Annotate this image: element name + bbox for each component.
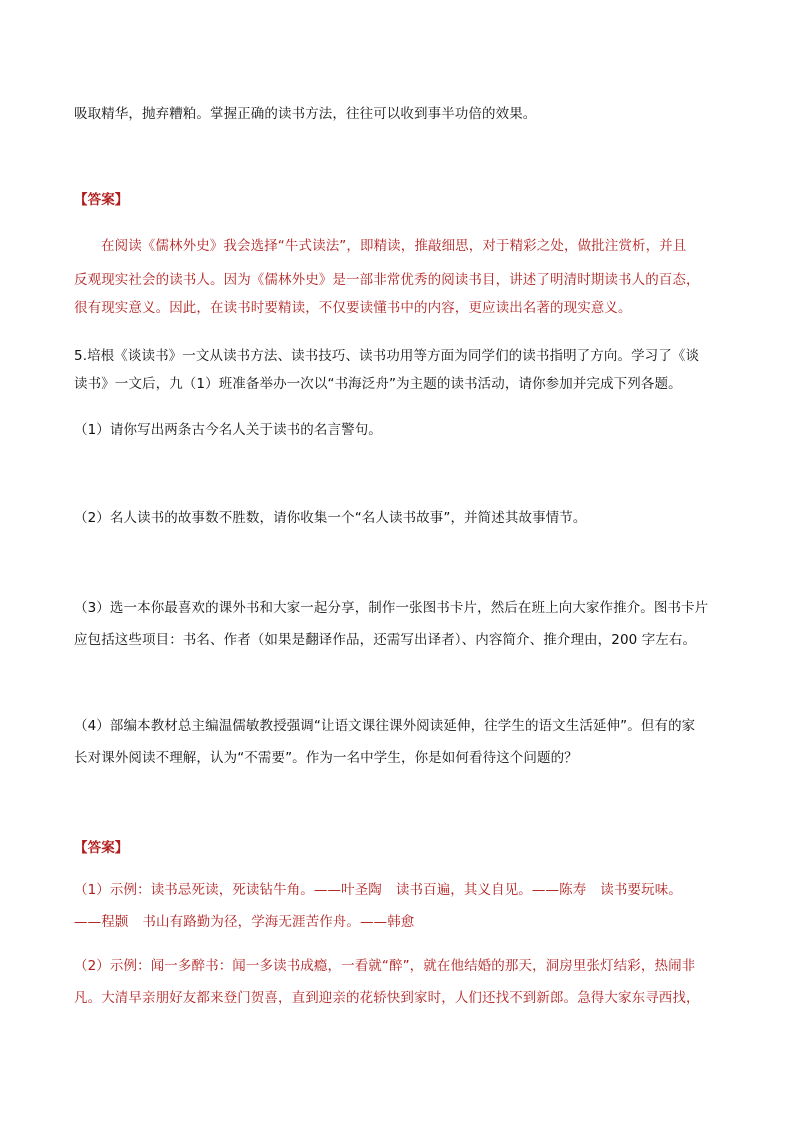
question-5-line: 读书》一文后，九（1）班准备举办一次以“书海泛舟”为主题的读书活动，请你参加并完成下列各题。 bbox=[74, 376, 682, 392]
answer-1-line bbox=[74, 880, 682, 900]
intro-text: 吸取精华，抛弃糟粕。掌握正确的读书方法，往往可以收到事半功倍的效果。 bbox=[74, 106, 537, 122]
answer-label: 【答案】 bbox=[74, 192, 129, 208]
answer-paragraph-line: 反观现实社会的读书人。因为《儒林外史》是一部非常优秀的阅读书目，讲述了明清时期读书人的百态， bbox=[74, 272, 700, 288]
answer-1-quote: （1）示例：读书忌死读，死读钻牛角。——叶圣陶 bbox=[74, 882, 382, 898]
answer-2-line: 凡。大清早亲朋好友都来登门贺喜，直到迎亲的花轿快到家时，人们还找不到新郎。急得大家东寻西找， bbox=[74, 990, 700, 1006]
answer-label: 【答案】 bbox=[74, 840, 129, 856]
answer-paragraph-line: 在阅读《儒林外史》我会选择“牛式读法”，即精读，推敲细思，对于精彩之处，做批注赏析，并且 bbox=[101, 238, 687, 254]
answer-1-line bbox=[74, 912, 414, 932]
sub-question-2: （2）名人读书的故事数不胜数，请你收集一个“名人读书故事”，并简述其故事情节。 bbox=[74, 510, 587, 526]
sub-question-3-line: （3）选一本你最喜欢的课外书和大家一起分享，制作一张图书卡片，然后在班上向大家作推介。图书卡片 bbox=[74, 600, 709, 616]
sub-question-4-line: （4）部编本教材总主编温儒敏教授强调“让语文课往课外阅读延伸，往学生的语文生活延伸”。但有的家 bbox=[74, 718, 696, 734]
answer-1-author: ——程颢 bbox=[74, 914, 129, 930]
sub-question-1: （1）请你写出两条古今名人关于读书的名言警句。 bbox=[74, 422, 382, 438]
sub-question-3-line: 应包括这些项目：书名、作者（如果是翻译作品，还需写出译者）、内容简介、推介理由，200 字左右。 bbox=[74, 632, 697, 648]
answer-1-quote: 书山有路勤为径，学海无涯苦作舟。——韩愈 bbox=[142, 914, 415, 930]
answer-2-line: （2）示例：闻一多醉书：闻一多读书成瘾，一看就“醉”，就在他结婚的那天，洞房里张灯结彩，热闹非 bbox=[74, 958, 696, 974]
sub-question-4-line: 长对课外阅读不理解，认为“不需要”。作为一名中学生，你是如何看待这个问题的？ bbox=[74, 750, 578, 766]
question-5-line: 5.培根《谈读书》一文从读书方法、读书技巧、读书功用等方面为同学们的读书指明了方向。学习了《谈 bbox=[74, 348, 700, 364]
answer-1-quote: 读书百遍，其义自见。——陈寿 bbox=[395, 882, 587, 898]
answer-paragraph-line: 很有现实意义。因此，在读书时要精读，不仅要读懂书中的内容，更应读出名著的现实意义。 bbox=[74, 300, 632, 316]
answer-1-quote: 读书要玩味。 bbox=[600, 882, 682, 898]
